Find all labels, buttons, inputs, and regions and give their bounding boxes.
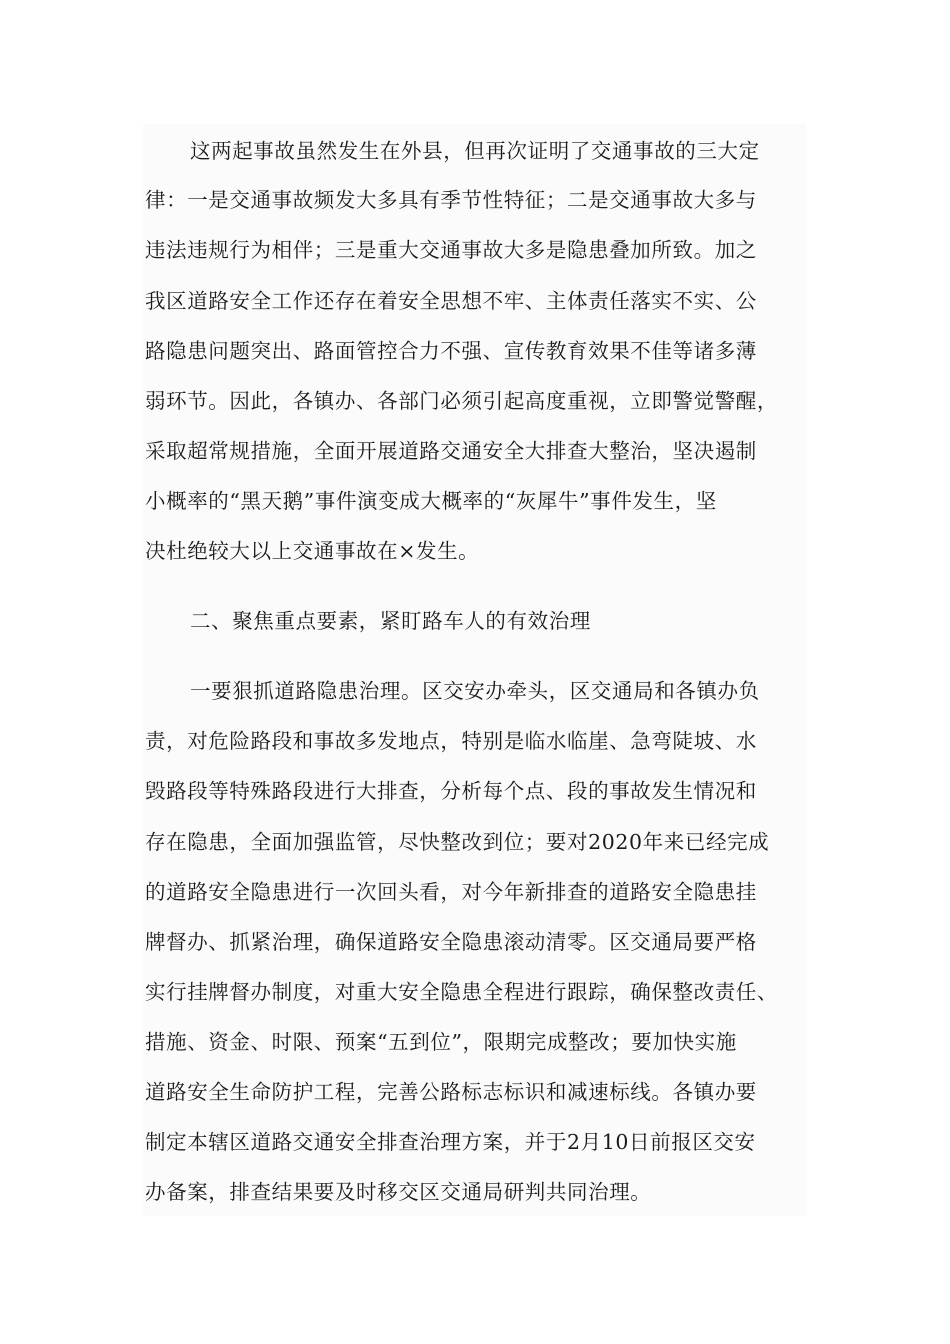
paragraph-3-line-7: 实行挂牌督办制度，对重大安全隐患全程进行跟踪，确保整改责任、 (145, 980, 778, 1004)
paragraph-3-line-3: 毁路段等特殊路段进行大排查，分析每个点、段的事故发生情况和 (145, 779, 757, 803)
paragraph-3-line-10: 制定本辖区道路交通安全排查治理方案，并于2月10日前报区交安 (145, 1130, 756, 1154)
paragraph-1-line-1: 这两起事故虽然发生在外县，但再次证明了交通事故的三大定 (190, 139, 760, 163)
paragraph-3-line-11: 办备案，排查结果要及时移交区交通局研判共同治理。 (145, 1180, 652, 1204)
paragraph-1-line-8: 小概率的“黑天鹅”事件演变成大概率的“灰犀牛”事件发生，坚 (145, 489, 717, 513)
paragraph-3-line-1: 一要狠抓道路隐患治理。区交安办牵头，区交通局和各镇办负 (190, 679, 760, 703)
paragraph-1-line-3: 违法违规行为相伴；三是重大交通事故大多是隐患叠加所致。加之 (145, 238, 757, 262)
section-heading: 二、聚焦重点要素，紧盯路车人的有效治理 (190, 609, 591, 633)
paragraph-3-line-6: 牌督办、抓紧治理，确保道路安全隐患滚动清零。区交通局要严格 (145, 930, 757, 954)
paragraph-1-line-5: 路隐患问题突出、路面管控合力不强、宣传教育效果不佳等诸多薄 (145, 339, 757, 363)
paragraph-3-line-4: 存在隐患，全面加强监管，尽快整改到位；要对2020年来已经完成 (145, 830, 770, 854)
paragraph-3-line-2: 责，对危险路段和事故多发地点，特别是临水临崖、急弯陡坡、水 (145, 729, 757, 753)
paragraph-1-line-2: 律：一是交通事故频发大多具有季节性特征；二是交通事故大多与 (145, 188, 757, 212)
paragraph-3-line-8: 措施、资金、时限、预案“五到位”，限期完成整改；要加快实施 (145, 1030, 737, 1054)
paragraph-1-line-7: 采取超常规措施，全面开展道路交通安全大排查大整治，坚决遏制 (145, 439, 757, 463)
paragraph-1-line-9: 决杜绝较大以上交通事故在×发生。 (145, 539, 480, 563)
paragraph-1-line-6: 弱环节。因此，各镇办、各部门必须引起高度重视，立即警觉警醒， (145, 389, 778, 413)
paragraph-3-line-9: 道路安全生命防护工程，完善公路标志标识和减速标线。各镇办要 (145, 1080, 757, 1104)
paragraph-3-line-5: 的道路安全隐患进行一次回头看，对今年新排查的道路安全隐患挂 (145, 880, 757, 904)
paragraph-1-line-4: 我区道路安全工作还存在着安全思想不牢、主体责任落实不实、公 (145, 289, 757, 313)
